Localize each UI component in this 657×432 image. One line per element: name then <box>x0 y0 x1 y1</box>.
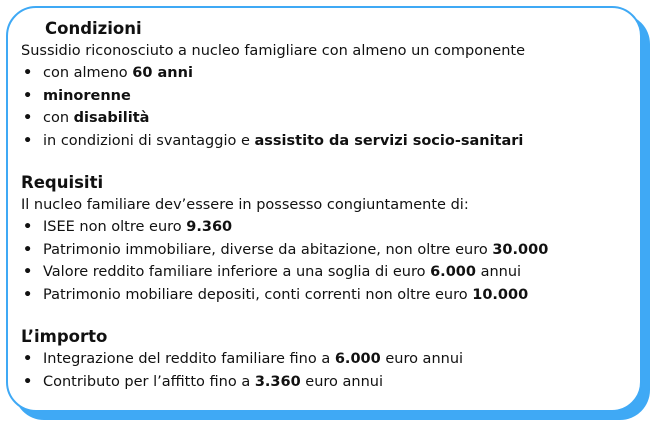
importo-list <box>21 348 628 393</box>
list-item <box>21 261 628 284</box>
list-item <box>21 107 628 130</box>
list-item <box>21 216 628 239</box>
item-text-suffix: annui <box>475 264 522 280</box>
list-item <box>21 239 628 262</box>
bullet-icon: • <box>23 132 33 149</box>
item-text: Patrimonio mobiliare depositi, conti correnti non oltre euro <box>43 286 473 303</box>
list-item <box>21 371 628 394</box>
item-highlight: assistito da servizi socio-sanitari <box>254 132 524 149</box>
list-item <box>21 348 628 371</box>
item-text: con almeno <box>43 65 133 81</box>
list-item <box>21 130 628 153</box>
importo-title: L’importo <box>21 327 108 346</box>
bullet-icon: • <box>23 110 33 126</box>
item-text: Integrazione del reddito familiare fino a <box>43 351 335 367</box>
requisiti-list <box>21 216 628 306</box>
item-text: Patrimonio immobiliare, diverse da abitazione, non oltre euro <box>43 241 493 258</box>
item-text: Valore reddito familiare inferiore a una soglia di euro <box>43 264 431 280</box>
item-highlight: 3.360 <box>254 373 301 390</box>
section-importo <box>21 326 628 393</box>
section-condizioni <box>21 18 628 152</box>
item-text: in condizioni di svantaggio e <box>43 132 255 149</box>
item-highlight: 6.000 <box>334 351 381 367</box>
list-item <box>21 85 628 108</box>
item-text: con <box>43 110 74 126</box>
item-highlight: disabilità <box>73 110 150 126</box>
item-text-suffix: euro annui <box>380 351 464 367</box>
item-highlight: 10.000 <box>472 286 529 303</box>
item-text-suffix: euro annui <box>300 373 384 390</box>
bullet-icon: • <box>23 373 33 390</box>
bullet-icon: • <box>23 219 33 235</box>
condizioni-list <box>21 62 628 152</box>
requisiti-intro: Il nucleo familiare dev’essere in possesso congiuntamente di: <box>21 197 469 213</box>
list-item <box>21 62 628 85</box>
item-highlight: 6.000 <box>430 264 476 280</box>
section-requisiti <box>21 172 628 306</box>
item-text: ISEE non oltre euro <box>43 219 187 235</box>
item-highlight: 9.360 <box>186 219 233 235</box>
bullet-icon: • <box>23 65 33 81</box>
bullet-icon: • <box>23 241 33 258</box>
item-text: Contributo per l’affitto fino a <box>43 373 255 390</box>
bullet-icon: • <box>23 264 33 280</box>
requisiti-title: Requisiti <box>21 173 104 192</box>
list-item <box>21 284 628 307</box>
bullet-icon: • <box>23 87 33 104</box>
item-highlight: 60 anni <box>132 65 193 81</box>
bullet-icon: • <box>23 351 33 367</box>
condizioni-title: Condizioni <box>45 19 142 38</box>
item-highlight: minorenne <box>43 87 131 104</box>
info-card <box>6 6 642 412</box>
item-highlight: 30.000 <box>492 241 549 258</box>
condizioni-intro: Sussidio riconosciuto a nucleo famigliare con almeno un componente <box>21 43 526 59</box>
bullet-icon: • <box>23 286 33 303</box>
